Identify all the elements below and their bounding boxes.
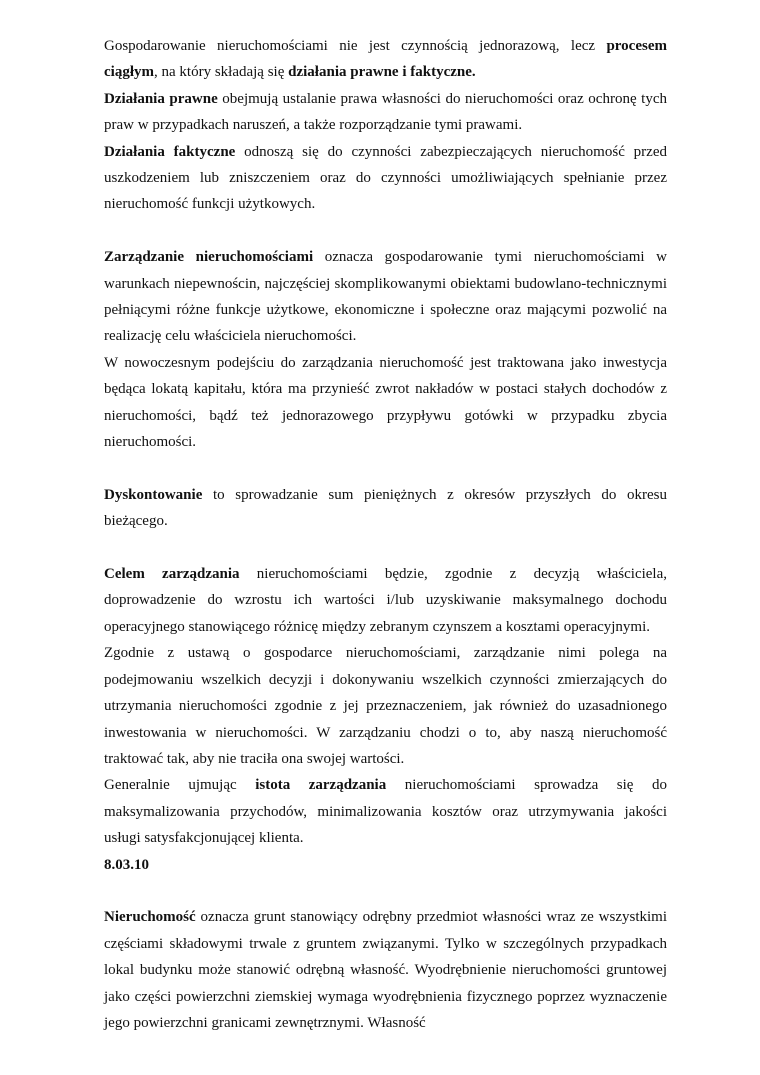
paragraph-dzialania-faktyczne [104, 139, 667, 218]
paragraph-celem-zarzadzania [104, 561, 667, 640]
paragraph-ustawa [104, 640, 667, 772]
paragraph-nowoczesne-podejscie [104, 350, 667, 456]
blank-line [104, 878, 667, 904]
text-segment: Generalnie ujmując [104, 777, 256, 794]
paragraph-istota-zarzadzania [104, 772, 667, 851]
paragraph-gospodarowanie [104, 33, 667, 86]
text-segment: to sprowadzanie sum pieniężnych z okresów przyszłych do okresu bieżącego. [104, 486, 667, 530]
bold-term-dzialania: działania prawne i faktyczne. [288, 64, 476, 81]
text-segment: nieruchomościami sprowadza się do maksymalizowania przychodów, minimalizowania kosztów oraz utrzymywania jakości usługi satysfakcjonującej klienta. [104, 777, 667, 847]
date-label: 8.03.10 [104, 856, 149, 873]
text-segment: obejmują ustalanie prawa własności do nieruchomości oraz ochronę tych praw w przypadkach naruszeń, a także rozporządzanie tymi prawami. [104, 90, 667, 134]
bold-term-procesem-ciaglym: procesem ciągłym [104, 38, 667, 81]
bold-term-dzialania-prawne: Działania prawne [104, 90, 218, 107]
bold-term-istota-zarzadzania: istota zarządzania [255, 777, 387, 794]
blank-line [104, 455, 667, 481]
blank-line [104, 535, 667, 561]
paragraph-nieruchomosc [104, 904, 667, 1036]
date-heading [104, 852, 667, 878]
bold-term-celem-zarzadzania: Celem zarządzania [104, 566, 240, 583]
text-segment: W nowoczesnym podejściu do zarządzania nieruchomość jest traktowana jako inwestycja będąca lokatą kapitału, która ma przynieść zwrot nakładów w postaci stałych dochodów z nieruchomości, bądź też jednorazowego przypływu gotówki w przypadku zbycia nieruchomości. [104, 354, 667, 451]
text-segment: Gospodarowanie nieruchomościami nie jest czynnością jednorazową, lecz [104, 38, 607, 54]
text-segment: , na który składają się [154, 64, 289, 81]
text-segment: odnoszą się do czynności zabezpieczających nieruchomość przed uszkodzeniem lub zniszczeniem oraz do czynności umożliwiających spełnianie przez nieruchomość funkcji użytkowych. [104, 143, 667, 213]
bold-term-nieruchomosc: Nieruchomość [104, 909, 196, 926]
text-segment: Zgodnie z ustawą o gospodarce nieruchomościami, zarządzanie nimi polega na podejmowaniu wszelkich decyzji i dokonywaniu wszelkich czynności zmierzających do utrzymania nieruchomości zgodnie z jej przeznaczeniem, jak również do uzasadnionego inwestowania w nieruchomości. W zarządzaniu chodzi o to, aby naszą nieruchomość traktować tak, aby nie traciła ona swojej wartości. [104, 645, 667, 767]
blank-line [104, 218, 667, 244]
bold-term-dzialania-faktyczne: Działania faktyczne [104, 143, 236, 160]
text-segment: oznacza gospodarowanie tymi nieruchomościami w warunkach niepewnościn, najczęściej skomplikowanymi obiektami budowlano-technicznymi pełniącymi różne funkcje użytkowe, ekonomiczne i społeczne oraz mającymi pozwolić na realizację celu właściciela nieruchomości. [104, 249, 667, 345]
text-segment: oznacza grunt stanowiący odrębny przedmiot własności wraz ze wszystkimi częściami składowymi trwale z gruntem związanymi. Tylko w szczególnych przypadkach lokal budynku może stanowić odrębną własność. Wyodrębnienie nieruchomości gruntowej jako części powierzchni ziemskiej wymaga wyodrębnienia fizycznego poprzez wyznaczenie jego powierzchni granicami zewnętrznymi. Własność [104, 909, 667, 1031]
paragraph-zarzadzanie [104, 244, 667, 350]
text-segment: nieruchomościami będzie, zgodnie z decyzją właściciela, doprowadzenie do wzrostu ich wartości i/lub uzyskiwanie maksymalnego dochodu operacyjnego stanowiącego różnicę między zebranym czynszem a kosztami operacyjnymi. [104, 566, 668, 635]
bold-term-dyskontowanie: Dyskontowanie [104, 486, 203, 503]
paragraph-dzialania-prawne [104, 86, 667, 139]
bold-term-zarzadzanie: Zarządzanie nieruchomościami [104, 249, 314, 266]
paragraph-dyskontowanie [104, 482, 667, 535]
